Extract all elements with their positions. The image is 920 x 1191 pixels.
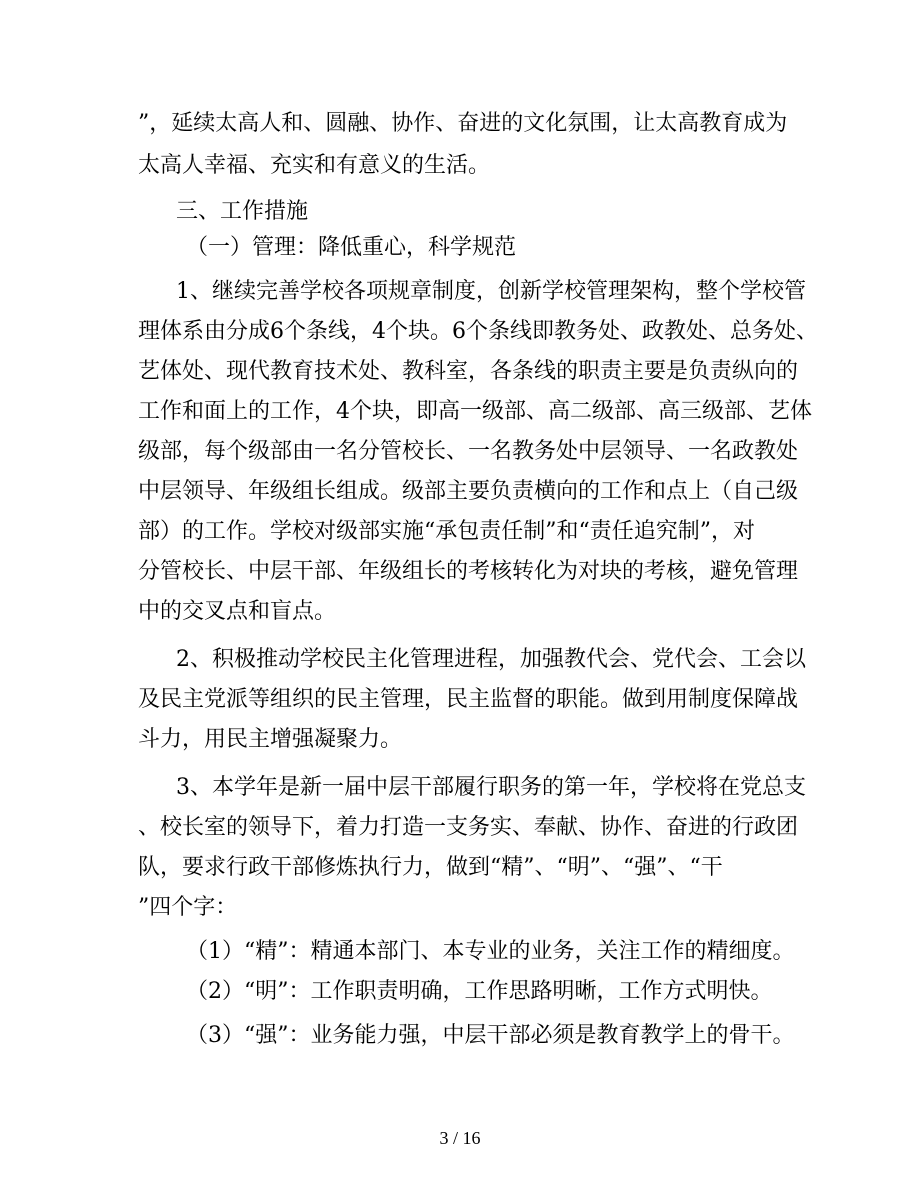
paragraph-line: 中的交叉点和盲点。 xyxy=(138,599,337,624)
section-heading: 三、工作措施 xyxy=(176,199,309,224)
paragraph-line: 3、本学年是新一届中层干部履行职务的第一年，学校将在党总支 xyxy=(176,775,806,800)
list-item: （1）“精”：精通本部门、本专业的业务，关注工作的精细度。 xyxy=(186,939,795,964)
paragraph-line: 级部，每个级部由一名分管校长、一名教务处中层领导、一名政教处 xyxy=(138,439,799,464)
paragraph-line: 太高人幸福、充实和有意义的生活。 xyxy=(138,153,491,178)
paragraph-line: 工作和面上的工作，4个块，即高一级部、高二级部、高三级部、艺体 xyxy=(138,399,812,424)
paragraph-line: 理体系由分成6个条线，4个块。6个条线即教务处、政教处、总务处、 xyxy=(138,319,818,344)
list-item: （3）“强”：业务能力强，中层干部必须是教育教学上的骨干。 xyxy=(186,1023,795,1048)
paragraph-line: 艺体处、现代教育技术处、教科室，各条线的职责主要是负责纵向的 xyxy=(138,359,799,384)
paragraph-line: ”，延续太高人和、圆融、协作、奋进的文化氛围，让太高教育成为 xyxy=(138,111,788,136)
paragraph-line: 1、继续完善学校各项规章制度，创新学校管理架构，整个学校管 xyxy=(176,279,806,304)
paragraph-line: 中层领导、年级组长组成。级部主要负责横向的工作和点上（自己级 xyxy=(138,479,799,504)
paragraph-line: ”四个字： xyxy=(138,895,238,920)
paragraph-line: 、校长室的领导下，着力打造一支务实、奉献、协作、奋进的行政团 xyxy=(138,815,799,840)
paragraph-line: 斗力，用民主增强凝聚力。 xyxy=(138,727,403,752)
paragraph-line: 及民主党派等组织的民主管理，民主监督的职能。做到用制度保障战 xyxy=(138,687,799,712)
paragraph-line: 部）的工作。学校对级部实施“承包责任制”和“责任追究制”，对 xyxy=(138,519,755,544)
page-number: 3 / 16 xyxy=(439,1128,481,1148)
paragraph-line: 队，要求行政干部修炼执行力，做到“精”、“明”、“强”、“干 xyxy=(138,855,723,880)
paragraph-line: 分管校长、中层干部、年级组长的考核转化为对块的考核，避免管理 xyxy=(138,559,799,584)
paragraph-line: 2、积极推动学校民主化管理进程，加强教代会、党代会、工会以 xyxy=(176,647,806,672)
list-item: （2）“明”：工作职责明确，工作思路明晰，工作方式明快。 xyxy=(186,979,773,1004)
subsection-heading: （一）管理：降低重心，科学规范 xyxy=(186,235,517,260)
